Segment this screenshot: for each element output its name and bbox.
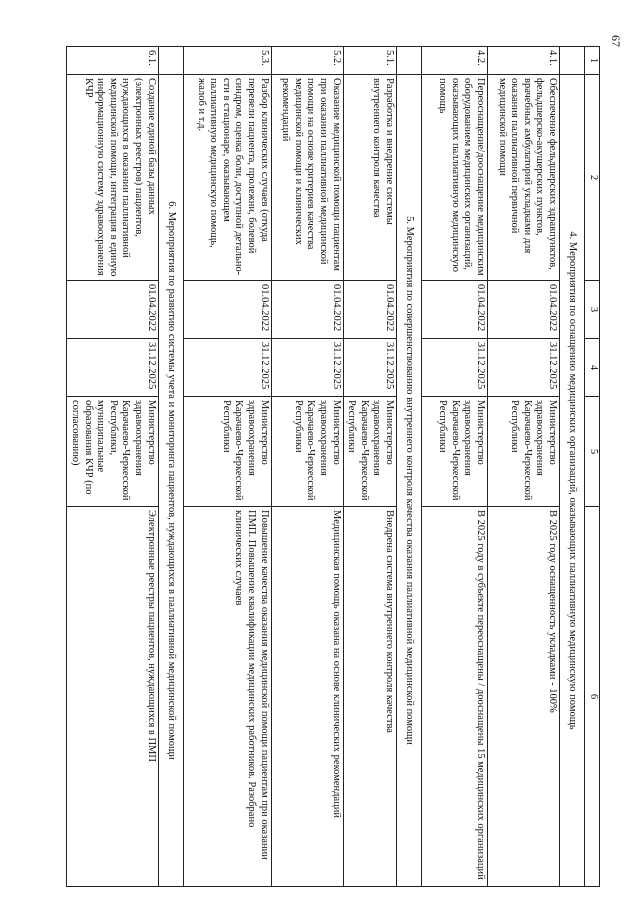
responsible-cell: Министерство здравоохранения Карачаево-Черкесской Республики <box>183 397 271 507</box>
column-header: 1 <box>585 47 600 75</box>
column-header: 5 <box>585 397 600 507</box>
table-row <box>422 47 488 887</box>
table-row <box>67 47 158 887</box>
result-cell: Внедрена система внутреннего контроля качества <box>343 507 396 887</box>
row-number: 5.2. <box>271 47 343 75</box>
page-number: 67 <box>609 35 624 47</box>
event-cell: Создание единой базы данных (электронных реестров) пациентов, нуждающихся в оказании паллиативной медицинской помощи, интеграция в единую информационную систему здравоохранения КЧР <box>67 75 158 281</box>
end-date-cell: 31.12.2025 <box>183 339 271 397</box>
end-date-cell: 31.12.2025 <box>343 339 396 397</box>
responsible-cell: Министерство здравоохранения Карачаево-Черкесской Республики <box>271 397 343 507</box>
column-number-row <box>585 47 600 887</box>
responsible-cell: Министерство здравоохранения Карачаево-Черкесской Республики <box>488 397 560 507</box>
section-spacer <box>397 47 422 75</box>
table-row <box>183 47 271 887</box>
start-date-cell: 01.04.2022 <box>488 281 560 339</box>
row-number: 4.1. <box>488 47 560 75</box>
result-cell: Медицинская помощь оказана на основе клинических рекомендаций <box>271 507 343 887</box>
event-cell: Обеспечение фельдшерских здравпунктов, фельдшерско-акушерских пунктов, врачебных амбулаторий укладками для оказания паллиативной первичной медицинской помощи <box>488 75 560 281</box>
activities-table <box>66 46 600 887</box>
column-header: 6 <box>585 507 600 887</box>
start-date-cell: 01.04.2022 <box>422 281 488 339</box>
section-row <box>397 47 422 887</box>
event-cell: Разбор клинических случаев (откуда перевели пациента, пролежни, болевой синдром, оценка боли, доступной детально-сти в стационаре, оказывающем паллиативную медицинскую помощь, жалоб и т.д. <box>183 75 271 281</box>
section-row <box>560 47 585 887</box>
row-number: 5.3. <box>183 47 271 75</box>
start-date-cell: 01.04.2022 <box>67 281 158 339</box>
rotated-table-container <box>40 46 600 886</box>
responsible-cell: Министерство здравоохранения Карачаево-Черкесской Республики, муниципальные образования КЧР (по согласованию) <box>67 397 158 507</box>
end-date-cell: 31.12.2025 <box>488 339 560 397</box>
responsible-cell: Министерство здравоохранения Карачаево-Черкесской Республики <box>422 397 488 507</box>
result-cell: Электронные реестры пациентов, нуждающихся в ПМП <box>67 507 158 887</box>
table-row <box>271 47 343 887</box>
result-cell: В 2025 году в субъекте переоснащены / дооснащены 15 медицинских организаций <box>422 507 488 887</box>
start-date-cell: 01.04.2022 <box>183 281 271 339</box>
event-cell: Переоснащение/дооснащение медицинским оборудованием медицинских организаций, оказывающих паллиативную медицинскую помощь <box>422 75 488 281</box>
row-number: 4.2. <box>422 47 488 75</box>
row-number: 6.1. <box>67 47 158 75</box>
result-cell: Повышение качества оказания медицинской помощи пациентам при оказании ПМП. Повышение квалификации медицинских работников. Разобрано клинических случаев <box>183 507 271 887</box>
table-row <box>488 47 560 887</box>
responsible-cell: Министерство здравоохранения Карачаево-Черкесской Республики <box>343 397 396 507</box>
column-header: 4 <box>585 339 600 397</box>
column-header: 2 <box>585 75 600 281</box>
event-cell: Разработка и внедрение системы внутреннего контроля качества <box>343 75 396 281</box>
start-date-cell: 01.04.2022 <box>271 281 343 339</box>
event-cell: Оказание медицинской помощи пациентам при оказании паллиативной медицинской помощи на основе критериев качества медицинской помощи и клинических рекомендаций <box>271 75 343 281</box>
section-title: 4. Мероприятия по оснащению медицинских организаций, оказывающих паллиативную медицинскую помощь <box>560 75 585 887</box>
result-cell: В 2025 году оснащенность укладками - 100% <box>488 507 560 887</box>
section-spacer <box>560 47 585 75</box>
end-date-cell: 31.12.2025 <box>422 339 488 397</box>
end-date-cell: 31.12.2025 <box>67 339 158 397</box>
section-row <box>158 47 183 887</box>
start-date-cell: 01.04.2022 <box>343 281 396 339</box>
document-sheet <box>40 46 600 886</box>
column-header: 3 <box>585 281 600 339</box>
table-row <box>343 47 396 887</box>
row-number: 5.1. <box>343 47 396 75</box>
end-date-cell: 31.12.2025 <box>271 339 343 397</box>
section-title: 6. Мероприятия по развитию системы учета и мониторинга пациентов, нуждающихся в паллиативной медицинской помощи <box>158 75 183 887</box>
section-spacer <box>158 47 183 75</box>
section-title: 5. Мероприятия по совершенствованию внутреннего контроля качества оказания паллиативной медицинской помощи <box>397 75 422 887</box>
